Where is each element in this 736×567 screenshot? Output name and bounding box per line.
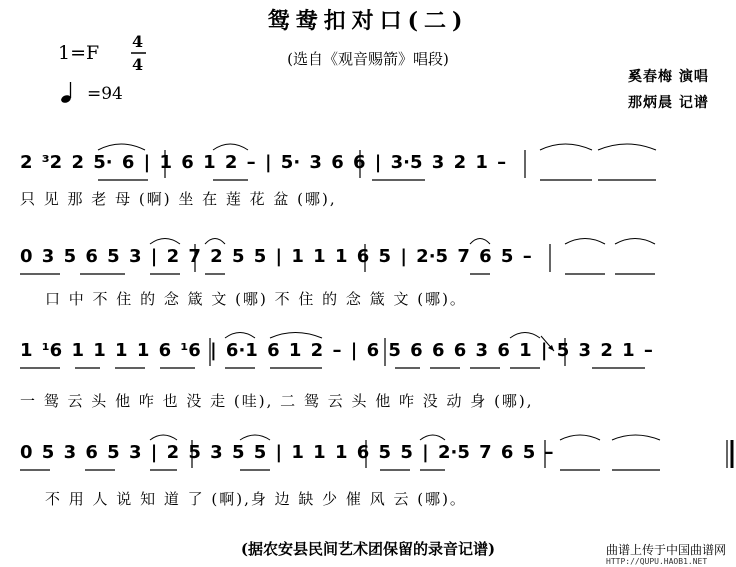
lyrics-line-4: 不 用 人 说 知 道 了 (啊),身 边 缺 少 催 风 云 (哪)。 <box>45 490 467 508</box>
notator-credit: 那炳晨 记谱 <box>628 95 709 111</box>
tempo-marking: =94 <box>87 84 123 104</box>
subtitle: (选自《观音赐箭》唱段) <box>287 50 449 68</box>
site-url: HTTP://QUPU.HAOB1.NET <box>606 557 708 566</box>
notation-line-3: 1 ¹6 1 1 1 1 6 ¹6 | 6·1 6 1 2 – | 6 5 6 6 6 3 6 1 | 5 3 2 1 – <box>20 340 653 361</box>
site-watermark: 曲谱上传于中国曲谱网 <box>606 543 727 557</box>
performer-credit: 奚春梅 演唱 <box>628 69 709 85</box>
source-note: (据农安县民间艺术团保留的录音记谱) <box>240 540 496 558</box>
notation-line-4: 0 5 3 6 5 3 | 2 5 3 5 5 | 1 1 1 6 5 5 | 2·5 7 6 5 – <box>20 442 554 463</box>
lyrics-line-1: 只 见 那 老 母 (啊) 坐 在 莲 花 盆 (哪), <box>20 190 337 208</box>
time-signature-top: 4 <box>132 32 144 51</box>
notation-line-2: 0 3 5 6 5 3 | 2 7 2 5 5 | 1 1 1 6 5 | 2·5 7 6 5 – <box>20 246 532 267</box>
key-signature: 1=F <box>58 42 100 64</box>
lyrics-line-2: 口 中 不 住 的 念 箴 文 (哪) 不 住 的 念 箴 文 (哪)。 <box>45 290 467 308</box>
notation-line-1: 2 ³2 2 5· 6 | 1 6 1 2 – | 5· 3 6 6 | 3·5 3 2 1 – <box>20 152 507 173</box>
time-signature-bottom: 4 <box>132 55 144 74</box>
lyrics-line-3: 一 鸳 云 头 他 咋 也 没 走 (哇), 二 鸳 云 头 他 咋 没 动 身 (哪), <box>20 392 534 410</box>
page-title: 鸳鸯扣对口(二) <box>267 8 469 34</box>
